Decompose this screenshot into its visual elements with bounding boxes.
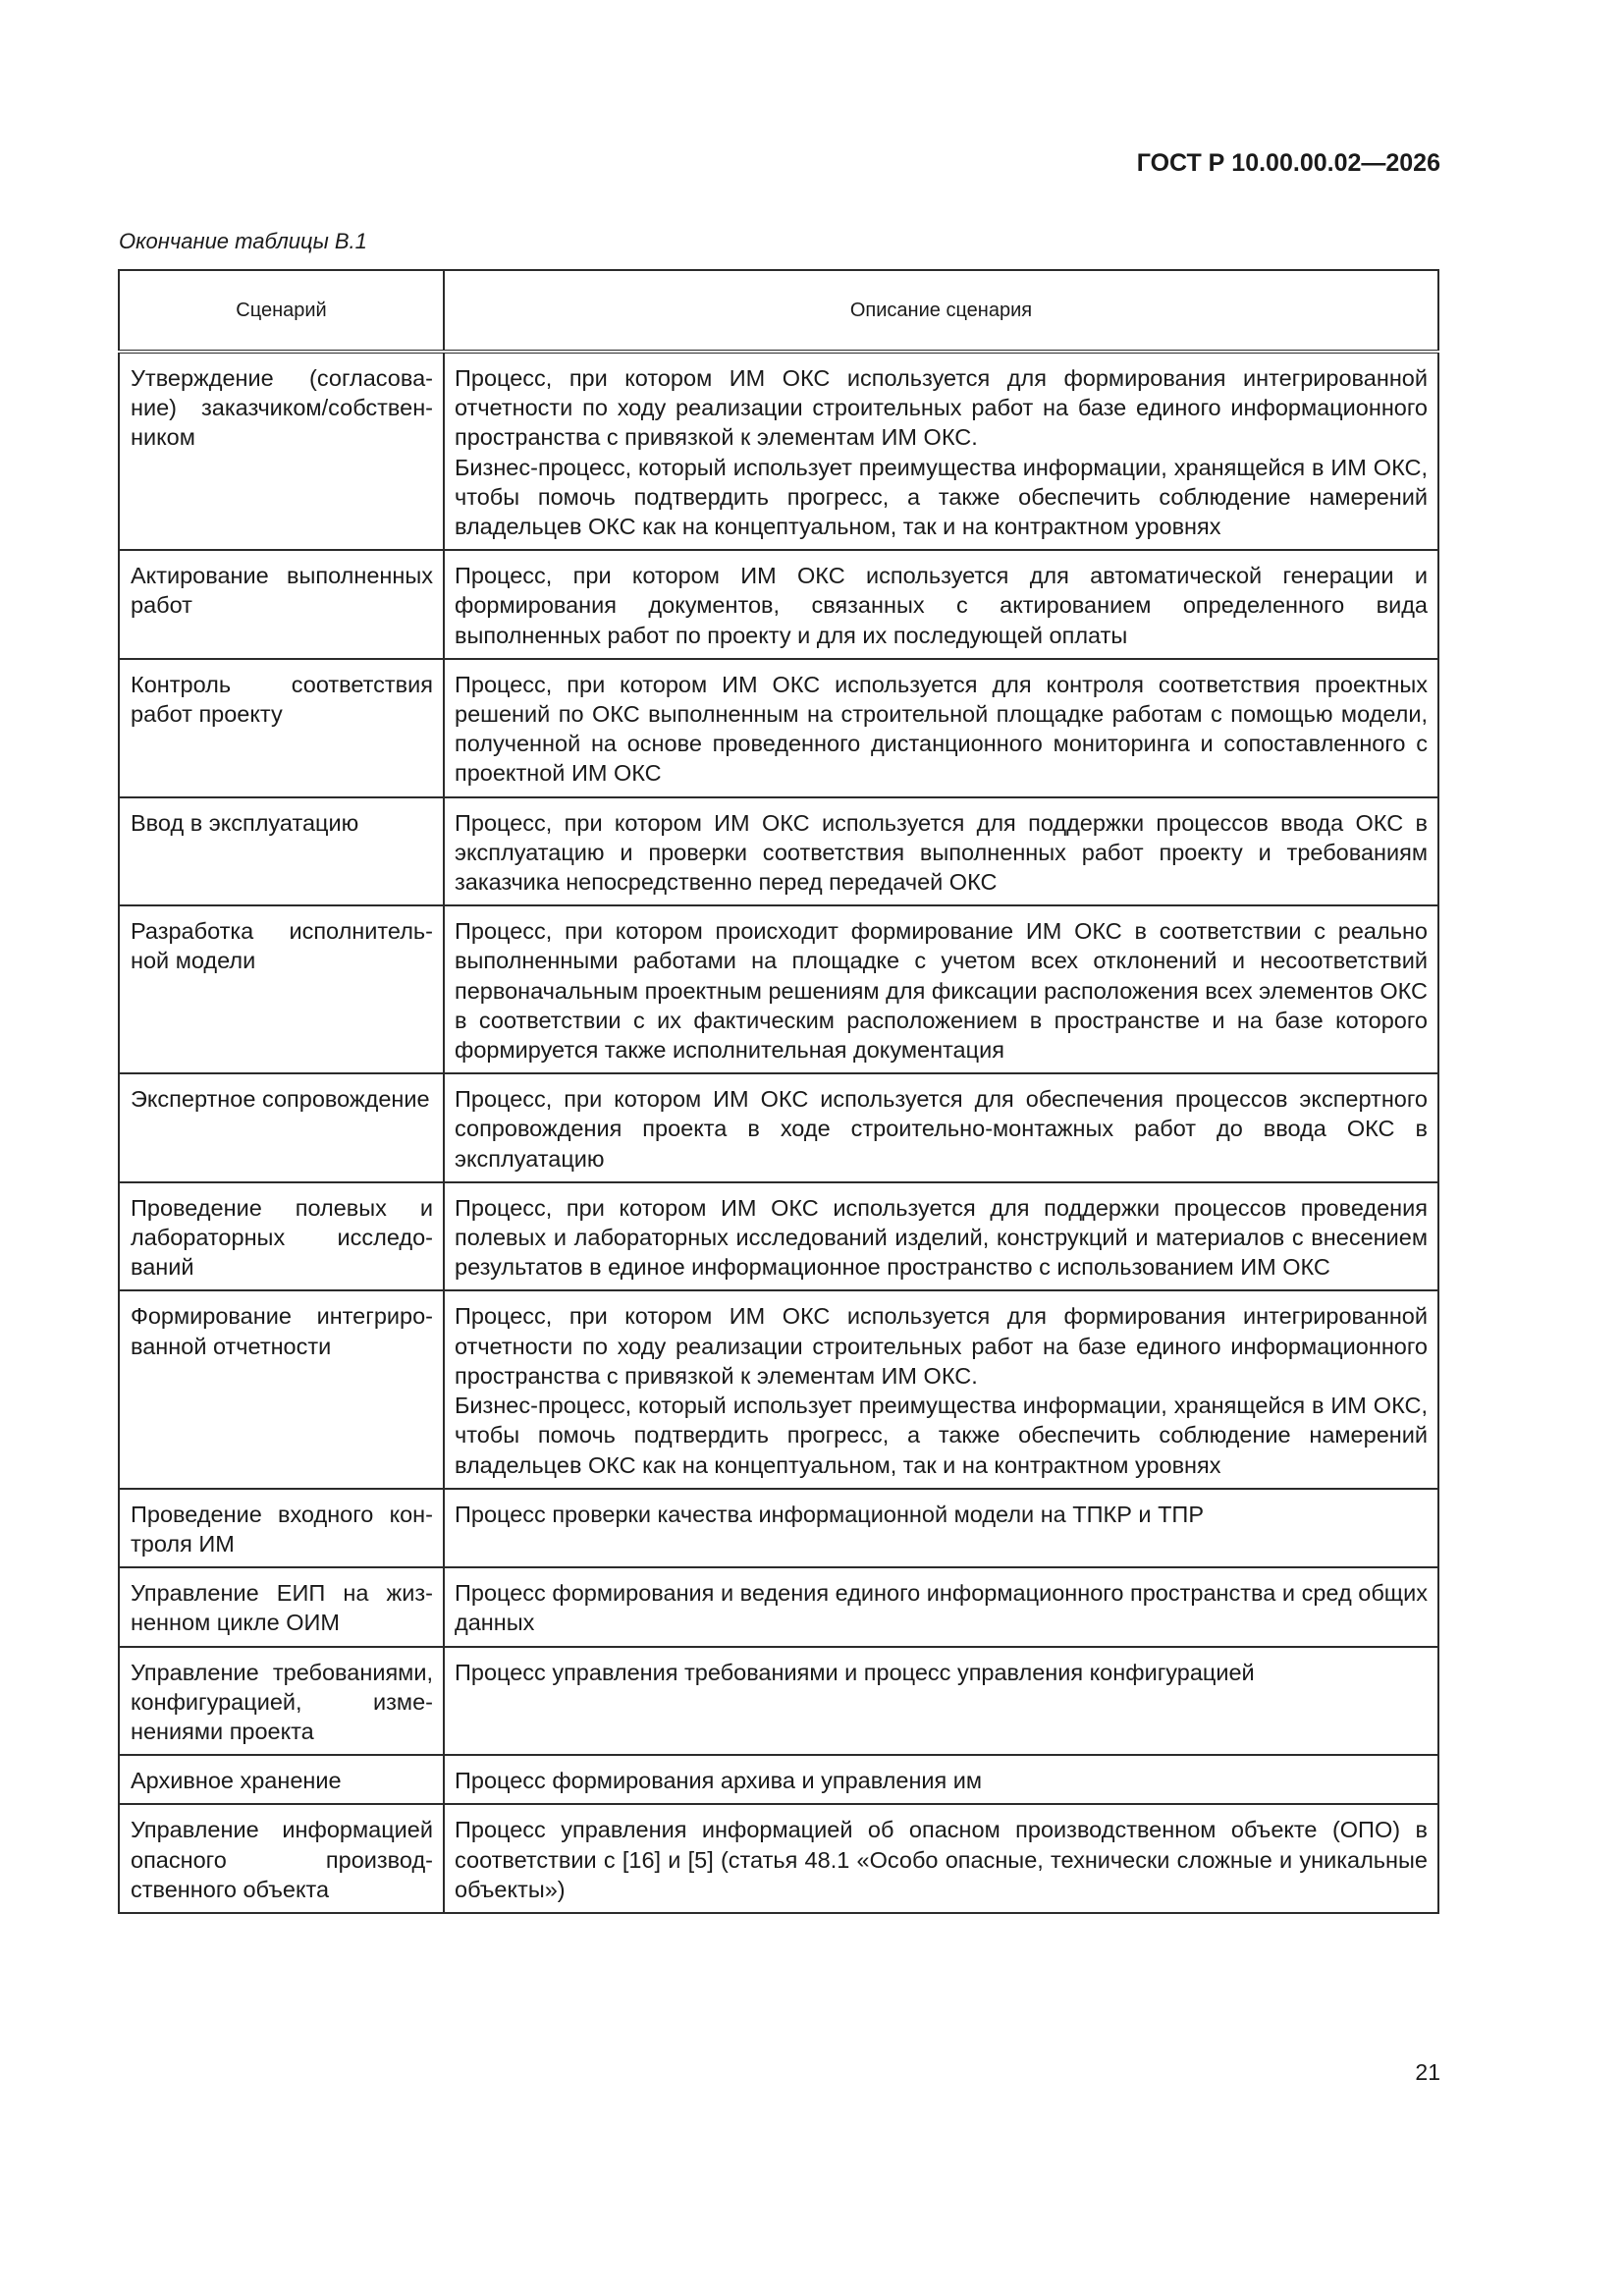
description-cell: Процесс, при котором ИМ ОКС используется для поддержки процессов ввода ОКС в эксплуатацию и проверки соответствия выполненных работ проекту и требованиям заказчика непосредственно перед передачей ОКС <box>444 797 1438 906</box>
scenario-cell: Управление ЕИП на жизненном цикле ОИМ <box>119 1567 444 1646</box>
description-cell: Процесс, при котором ИМ ОКС используется для автоматической генерации и формирования документов, связанных с актированием определенного вида выполненных работ по проекту и для их последующей оплаты <box>444 550 1438 659</box>
scenario-cell: Контроль соответствия работ проекту <box>119 659 444 797</box>
scenario-cell: Экспертное сопровождение <box>119 1073 444 1182</box>
column-header-description: Описание сценария <box>444 270 1438 352</box>
description-cell: Процесс, при котором ИМ ОКС используется для поддержки процессов проведения полевых и лабораторных исследований изделий, конструкций и материалов с внесением результатов в единое информационное пространство с использованием ИМ ОКС <box>444 1182 1438 1291</box>
table-row <box>119 905 1438 1073</box>
page-number: 21 <box>1415 2059 1440 2085</box>
scenario-cell: Архивное хранение <box>119 1755 444 1804</box>
description-cell: Процесс, при котором ИМ ОКС используется для обеспечения процессов экспертного сопровождения проекта в ходе строительно-монтажных работ до ввода ОКС в эксплуатацию <box>444 1073 1438 1182</box>
scenario-cell: Управление требованиями, конфигурацией, изменениями проекта <box>119 1647 444 1756</box>
table-row <box>119 1647 1438 1756</box>
table-row <box>119 1290 1438 1488</box>
table-row <box>119 1182 1438 1291</box>
table-row <box>119 797 1438 906</box>
scenario-cell: Формирование интегрированной отчетности <box>119 1290 444 1488</box>
table-caption: Окончание таблицы В.1 <box>119 229 367 253</box>
table-row <box>119 1073 1438 1182</box>
table-row <box>119 352 1438 550</box>
scenarios-table <box>118 269 1439 1914</box>
table-row <box>119 1489 1438 1567</box>
description-cell: Процесс, при котором происходит формирование ИМ ОКС в соответствии с реально выполненными работами на площадке с учетом всех отклонений и несоответствий первоначальным проектным решениям для фиксации расположения всех элементов ОКС в соответствии с их фактическим расположением в пространстве и на базе которого формируется также исполнительная документация <box>444 905 1438 1073</box>
description-cell: Процесс, при котором ИМ ОКС используется для контроля соответствия проектных решений по ОКС выполненным на строительной площадке работам с помощью модели, полученной на основе проведенного дистанционного мониторинга и сопоставленного с проектной ИМ ОКС <box>444 659 1438 797</box>
table-row <box>119 1567 1438 1646</box>
table-header-row <box>119 270 1438 352</box>
table-row <box>119 1804 1438 1913</box>
table-row <box>119 659 1438 797</box>
description-cell: Процесс управления требованиями и процесс управления конфигурацией <box>444 1647 1438 1756</box>
description-cell: Процесс, при котором ИМ ОКС используется для формирования интегрированной отчетности по ходу реализации строительных работ на базе единого информационного пространства с привязкой к элементам ИМ ОКС. Бизнес-процесс, который использует преимущества информации, хранящейся в ИМ ОКС, чтобы помочь подтвердить прогресс, а также обеспечить соблюдение намерений владельцев ОКС как на концептуальном, так и на контрактном уровнях <box>444 352 1438 550</box>
description-cell: Процесс управления информацией об опасном производственном объекте (ОПО) в соответствии с [16] и [5] (статья 48.1 «Особо опасные, технически сложные и уникальные объекты») <box>444 1804 1438 1913</box>
scenario-cell: Ввод в эксплуатацию <box>119 797 444 906</box>
scenario-cell: Актирование выполненных работ <box>119 550 444 659</box>
description-cell: Процесс формирования архива и управления им <box>444 1755 1438 1804</box>
description-cell: Процесс, при котором ИМ ОКС используется для формирования интегрированной отчетности по ходу реализации строительных работ на базе единого информационного пространства с привязкой к элементам ИМ ОКС. Бизнес-процесс, который использует преимущества информации, хранящейся в ИМ ОКС, чтобы помочь подтвердить прогресс, а также обеспечить соблюдение намерений владельцев ОКС как на концептуальном, так и на контрактном уровнях <box>444 1290 1438 1488</box>
description-cell: Процесс проверки качества информационной модели на ТПКР и ТПР <box>444 1489 1438 1567</box>
table-row <box>119 1755 1438 1804</box>
document-code: ГОСТ Р 10.00.00.02—2026 <box>1136 149 1440 177</box>
scenario-cell: Утверждение (согласование) заказчиком/собственником <box>119 352 444 550</box>
description-cell: Процесс формирования и ведения единого информационного пространства и сред общих данных <box>444 1567 1438 1646</box>
column-header-scenario: Сценарий <box>119 270 444 352</box>
scenario-cell: Управление информацией опасного производственного объекта <box>119 1804 444 1913</box>
scenario-cell: Разработка исполнительной модели <box>119 905 444 1073</box>
scenario-cell: Проведение входного контроля ИМ <box>119 1489 444 1567</box>
table-row <box>119 550 1438 659</box>
scenario-cell: Проведение полевых и лабораторных исследований <box>119 1182 444 1291</box>
